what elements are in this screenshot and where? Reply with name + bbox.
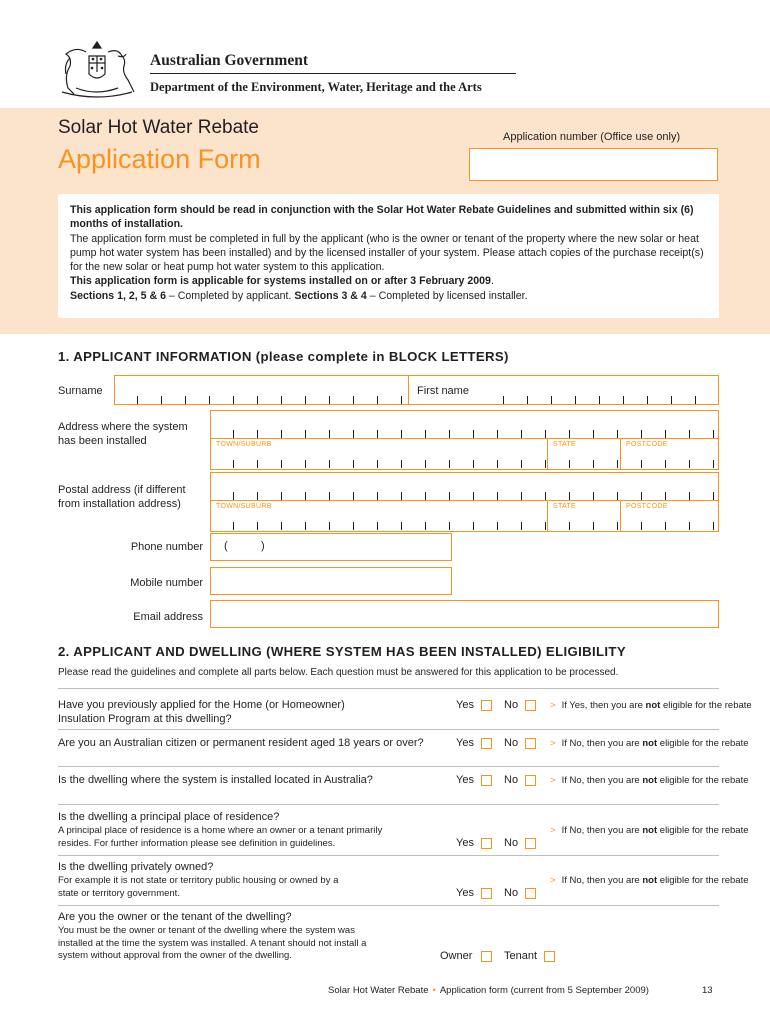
rule-q2 <box>58 729 719 730</box>
intro-p4-a: Sections 1, 2, 5 & 6 <box>70 289 166 302</box>
footer-text <box>328 985 649 996</box>
question-5-detail: For example it is not state or territory public housing or owned by a state or territory government. <box>58 875 339 899</box>
postal-postcode-label: POSTCODE <box>626 503 668 510</box>
postal-state-label: STATE <box>553 503 577 510</box>
q5-arrow-icon: > <box>550 875 556 886</box>
q2-note-b: eligible for the rebate <box>657 738 749 749</box>
q1-yes-label: Yes <box>456 699 474 711</box>
q4-note-a: If No, then you are <box>561 825 643 836</box>
q1-no-label: No <box>504 699 519 711</box>
owner-label: Owner <box>440 950 473 962</box>
name-divider <box>408 375 409 405</box>
phone-open-paren: ( <box>224 540 228 552</box>
postal-address-ticks-1 <box>210 492 719 500</box>
form-title: Application Form <box>58 144 261 174</box>
address-installed-postcode-label: POSTCODE <box>626 441 668 448</box>
intro-p4-c: Sections 3 & 4 <box>294 289 367 302</box>
government-rule <box>150 73 516 74</box>
q4-no-checkbox[interactable] <box>525 838 536 849</box>
q3-yes-label: Yes <box>456 774 474 786</box>
q5-note <box>550 875 749 888</box>
rule-q6 <box>58 905 719 906</box>
coat-of-arms-icon <box>56 38 138 98</box>
phone-close-paren: ) <box>261 540 265 552</box>
department-name: Department of the Environment, Water, Heritage and the Arts <box>150 80 482 94</box>
owner-checkbox[interactable] <box>481 951 492 962</box>
application-number-field[interactable] <box>469 148 718 181</box>
phone-field[interactable] <box>210 533 452 561</box>
q3-no-checkbox[interactable] <box>525 775 536 786</box>
q5-note-b: eligible for the rebate <box>657 875 749 886</box>
q1-yes-checkbox[interactable] <box>481 700 492 711</box>
q3-yes-checkbox[interactable] <box>481 775 492 786</box>
q1-no-checkbox[interactable] <box>525 700 536 711</box>
footer-left: Solar Hot Water Rebate <box>328 985 429 996</box>
email-label: Email address <box>133 611 203 623</box>
q2-arrow-icon: > <box>550 738 556 749</box>
surname-label: Surname <box>58 385 103 397</box>
question-6: Are you the owner or the tenant of the dwelling? <box>58 911 292 923</box>
q3-no-label: No <box>504 774 519 786</box>
footer-bullet-icon: • <box>432 985 436 996</box>
q4-yes-checkbox[interactable] <box>481 838 492 849</box>
q5-yes-checkbox[interactable] <box>481 888 492 899</box>
footer-right: Application form (current from 5 September 2009) <box>439 985 649 996</box>
form-subtitle: Solar Hot Water Rebate <box>58 117 259 138</box>
page-number: 13 <box>702 985 713 996</box>
question-3: Is the dwelling where the system is installed located in Australia? <box>58 774 373 786</box>
q4-arrow-icon: > <box>550 825 556 836</box>
intro-p3-end: . <box>490 275 494 288</box>
intro-paragraph-2: The application form must be completed in full by the applicant (who is the owner or tenant of the property where the new solar or heat pump hot water system has been installed) and by the licensed installer of your system. Please attach copies of the purchase receipt(s) for the new solar or heat pump hot water system to this application. <box>70 232 704 274</box>
q1-arrow-icon: > <box>550 700 556 711</box>
address-installed-ticks-2 <box>210 460 719 468</box>
mobile-field[interactable] <box>210 567 452 595</box>
intro-p4-b: – Completed by applicant. <box>165 289 295 302</box>
q3-note-a: If No, then you are <box>561 775 643 786</box>
surname-ticks <box>114 396 408 404</box>
q4-note-not: not <box>642 825 658 836</box>
postal-address-ticks-2 <box>210 522 719 530</box>
application-number-label: Application number (Office use only) <box>503 131 681 143</box>
q2-no-checkbox[interactable] <box>525 738 536 749</box>
address-installed-ticks-1 <box>210 430 719 438</box>
question-5: Is the dwelling privately owned? <box>58 861 214 873</box>
q5-note-a: If No, then you are <box>561 875 643 886</box>
q2-note <box>550 738 749 751</box>
section-2-heading: 2. APPLICANT AND DWELLING (WHERE SYSTEM HAS BEEN INSTALLED) ELIGIBILITY <box>58 644 626 659</box>
q3-note-not: not <box>642 775 658 786</box>
intro-panel <box>58 194 719 318</box>
q5-note-not: not <box>642 875 658 886</box>
q5-no-label: No <box>504 887 519 899</box>
rule-q3 <box>58 766 719 767</box>
tenant-checkbox[interactable] <box>544 951 555 962</box>
rule-q4 <box>58 804 719 805</box>
section-1-heading: 1. APPLICANT INFORMATION (please complete in BLOCK LETTERS) <box>58 349 509 364</box>
rule-q5 <box>58 855 719 856</box>
q2-yes-label: Yes <box>456 737 474 749</box>
q1-note-b: eligible for the rebate <box>660 700 752 711</box>
tenant-label: Tenant <box>504 950 538 962</box>
address-installed-label: Address where the system has been installed <box>58 421 188 447</box>
address-installed-town-label: TOWN/SUBURB <box>216 441 272 448</box>
q4-note <box>550 825 749 838</box>
q1-note <box>550 700 752 713</box>
intro-paragraph-3 <box>70 274 707 288</box>
email-field[interactable] <box>210 600 719 628</box>
q2-yes-checkbox[interactable] <box>481 738 492 749</box>
question-4-detail: A principal place of residence is a home where an owner or a tenant primarily resides. For further information please see definition in guidelines. <box>58 825 383 849</box>
intro-p4-d: – Completed by licensed installer. <box>366 289 528 302</box>
q2-note-a: If No, then you are <box>561 738 643 749</box>
question-2: Are you an Australian citizen or permanent resident aged 18 years or over? <box>58 737 424 749</box>
question-1: Have you previously applied for the Home (or Homeowner) Insulation Program at this dwelling? <box>58 699 345 725</box>
q4-yes-label: Yes <box>456 837 474 849</box>
first-name-ticks <box>480 396 719 404</box>
q4-no-label: No <box>504 837 519 849</box>
q3-note <box>550 775 749 788</box>
address-installed-line <box>210 438 719 439</box>
q5-no-checkbox[interactable] <box>525 888 536 899</box>
postal-address-label: Postal address (if different from installation address) <box>58 484 186 510</box>
q3-arrow-icon: > <box>550 775 556 786</box>
q4-note-b: eligible for the rebate <box>657 825 749 836</box>
postal-address-line <box>210 500 719 501</box>
intro-p3-bold: This application form is applicable for systems installed on or after 3 February 2009 <box>70 275 491 288</box>
q2-note-not: not <box>642 738 658 749</box>
intro-paragraph-1: This application form should be read in conjunction with the Solar Hot Water Rebate Guidelines and submitted within six (6) months of installation. <box>70 204 694 231</box>
intro-paragraph-4 <box>70 289 707 303</box>
mobile-label: Mobile number <box>130 577 203 589</box>
rule-q1 <box>58 688 719 689</box>
q3-note-b: eligible for the rebate <box>657 775 749 786</box>
government-name: Australian Government <box>150 52 309 69</box>
postal-town-label: TOWN/SUBURB <box>216 503 272 510</box>
phone-label: Phone number <box>130 541 203 553</box>
q5-yes-label: Yes <box>456 887 474 899</box>
q1-note-a: If Yes, then you are <box>561 700 646 711</box>
question-6-detail: You must be the owner or tenant of the dwelling where the system was installed at the time the system was installed. A tenant should not install a system without approval from the owner of the dwelling. <box>58 925 367 961</box>
question-4: Is the dwelling a principal place of residence? <box>58 811 280 823</box>
address-installed-state-label: STATE <box>553 441 577 448</box>
section-2-instructions: Please read the guidelines and complete all parts below. Each question must be answered for this application to be processed. <box>58 667 619 678</box>
q1-note-not: not <box>645 700 661 711</box>
q2-no-label: No <box>504 737 519 749</box>
first-name-label: First name <box>417 385 469 397</box>
